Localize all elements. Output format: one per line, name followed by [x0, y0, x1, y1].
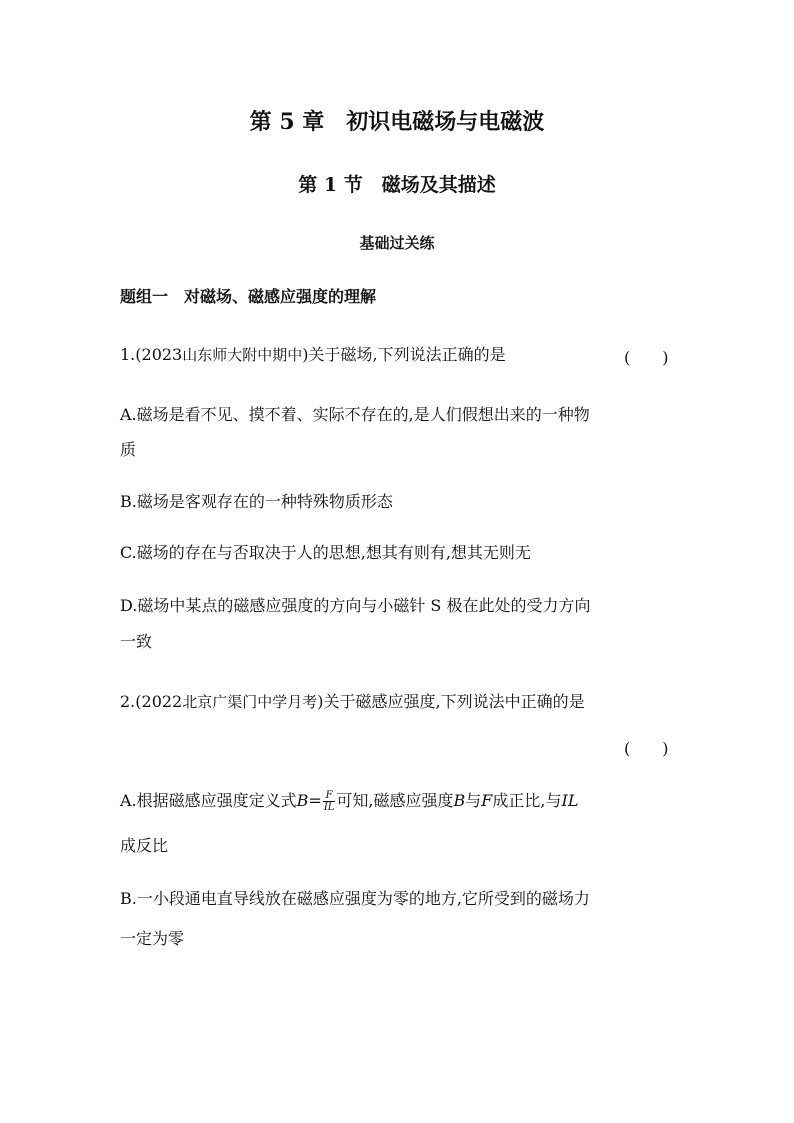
question-2-option-a-line-1 [120, 790, 578, 813]
option-a-prefix: A.根据磁感应强度定义式 [120, 791, 297, 810]
symbol-il: IL [561, 791, 579, 810]
question-2-number: 2.(2022 [120, 692, 183, 711]
symbol-f: F [481, 791, 493, 810]
question-2-text: )关于磁感应强度,下列说法中正确的是 [317, 692, 585, 711]
question-1-source: 山东师大附中期中 [182, 346, 303, 364]
question-1-text: )关于磁场,下列说法正确的是 [302, 345, 506, 364]
formula-fraction [323, 790, 336, 813]
question-group-title: 题组一 对磁场、磁感应强度的理解 [120, 287, 377, 306]
formula-equals: = [308, 791, 322, 810]
question-1-option-a-line-1: A.磁场是看不见、摸不着、实际不存在的,是人们假想出来的一种物 [120, 405, 590, 424]
section-title: 第 1 节 磁场及其描述 [298, 174, 496, 196]
question-1-number: 1.(2023 [120, 345, 183, 364]
question-1-option-c: C.磁场的存在与否取决于人的思想,想其有则有,想其无则无 [120, 543, 531, 562]
question-2-option-b-line-2: 一定为零 [120, 929, 185, 948]
option-a-and: 与 [465, 791, 482, 810]
formula-symbol-b: B [296, 791, 309, 810]
option-a-middle-text: 可知,磁感应强度 [336, 791, 454, 810]
subsection-title: 基础过关练 [359, 234, 435, 252]
symbol-b: B [453, 791, 466, 810]
question-2-stem [120, 692, 585, 712]
fraction-denominator: IL [323, 802, 335, 813]
question-1-answer-blank: ( ) [624, 348, 669, 367]
question-1-option-d-line-1: D.磁场中某点的磁感应强度的方向与小磁针 S 极在此处的受力方向 [120, 596, 591, 615]
question-1-option-a-line-2: 质 [120, 440, 137, 459]
option-a-tail-text: 成正比,与 [492, 791, 562, 810]
question-2-option-a-line-2: 成反比 [120, 836, 169, 855]
question-1-stem [120, 345, 506, 365]
chapter-title: 第 5 章 初识电磁场与电磁波 [249, 109, 545, 135]
question-2-option-b-line-1: B.一小段通电直导线放在磁感应强度为零的地方,它所受到的磁场力 [120, 889, 590, 908]
question-2-answer-blank: ( ) [624, 739, 669, 758]
question-1-option-b: B.磁场是客观存在的一种特殊物质形态 [120, 492, 393, 511]
fraction-numerator: F [323, 790, 336, 802]
question-1-option-d-line-2: 一致 [120, 632, 153, 651]
question-2-source: 北京广渠门中学月考 [182, 693, 318, 711]
